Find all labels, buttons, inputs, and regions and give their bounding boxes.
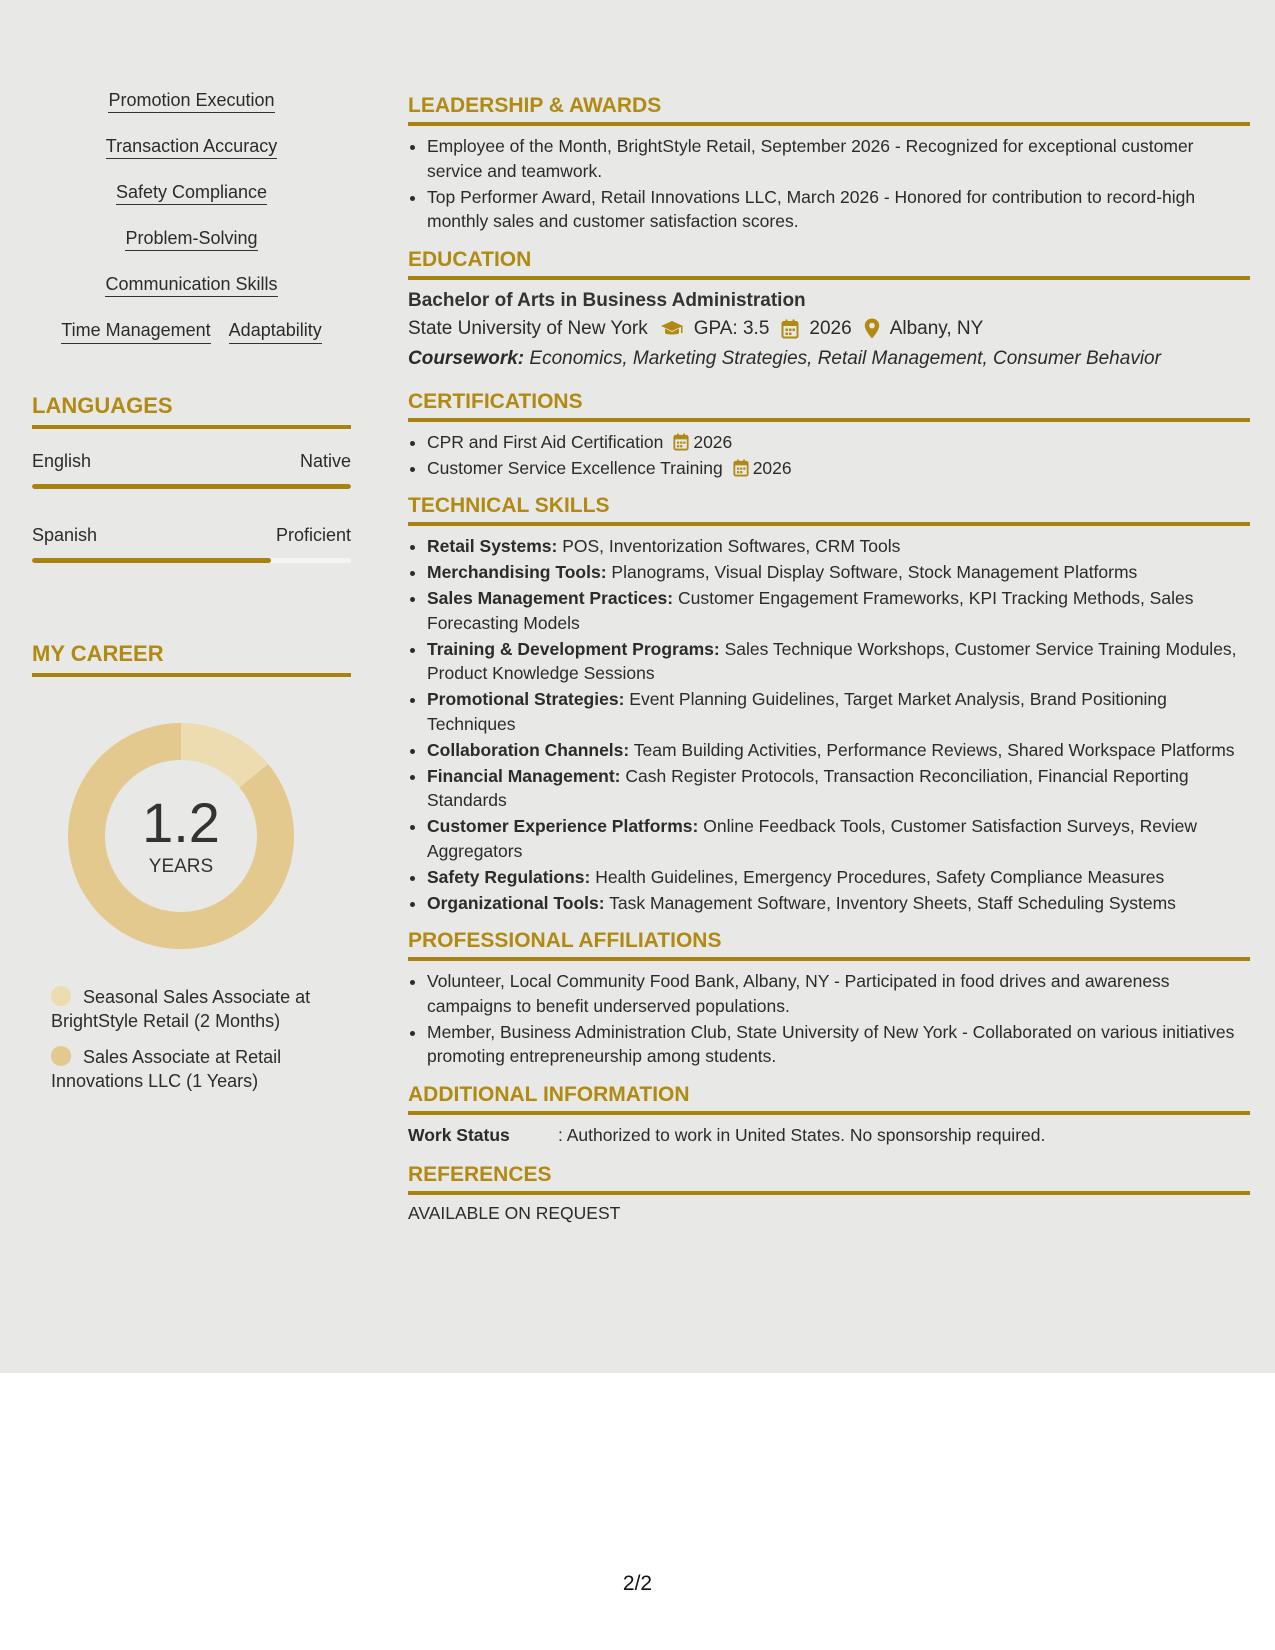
list-item: • Customer Experience Platforms: Online Feedback Tools, Customer Satisfaction Surveys, Review Aggregators (427, 814, 1250, 863)
calendar-icon (781, 319, 799, 339)
career-total-value: 1.2 (142, 791, 220, 854)
language-level: Native (299, 451, 351, 471)
graduation-cap-icon (660, 320, 684, 338)
section-heading: TECHNICAL SKILLS (408, 494, 1250, 526)
leadership-list (408, 134, 1250, 234)
education-coursework (408, 344, 1250, 374)
references-text: AVAILABLE ON REQUEST (408, 1202, 621, 1223)
coursework-text: Economics, Marketing Strategies, Retail Management, Consumer Behavior (529, 347, 1161, 369)
language-bar (32, 484, 351, 489)
career-section (32, 641, 351, 1093)
education-degree: Bachelor of Arts in Business Administration (408, 289, 806, 311)
list-item: • Promotional Strategies: Event Planning Guidelines, Target Market Analysis, Brand Positioning Techniques (427, 687, 1250, 736)
skill-tag: Transaction Accuracy (32, 135, 351, 159)
calendar-icon (673, 433, 689, 451)
language-row (32, 451, 351, 472)
info-value: : Authorized to work in United States. No sponsorship required. (558, 1124, 1046, 1145)
career-donut-chart (66, 721, 296, 951)
list-item: • Employee of the Month, BrightStyle Retail, September 2026 - Recognized for exceptional customer service and teamwork. (427, 134, 1250, 183)
language-name: Spanish (32, 525, 98, 545)
skill-tag: Time Management (61, 319, 210, 344)
coursework-label: Coursework: (408, 347, 525, 369)
list-item: • Sales Management Practices: Customer Engagement Frameworks, KPI Tracking Methods, Sales Forecasting Models (427, 586, 1250, 635)
skill-tag: Promotion Execution (32, 89, 351, 113)
section-heading: EDUCATION (408, 248, 1250, 280)
list-item: • Merchandising Tools: Planograms, Visual Display Software, Stock Management Platforms (427, 560, 1250, 585)
education-year: 2026 (809, 317, 852, 339)
language-name: English (32, 451, 92, 471)
technical-skills-list (408, 534, 1250, 915)
career-total-unit: YEARS (148, 856, 214, 877)
section-heading: LANGUAGES (32, 393, 351, 429)
skill-tag: Safety Compliance (32, 181, 351, 205)
left-column (32, 84, 351, 1105)
additional-info-row (408, 1123, 1250, 1147)
list-item: • Safety Regulations: Health Guidelines, Emergency Procedures, Safety Compliance Measures (427, 865, 1250, 890)
section-heading: PROFESSIONAL AFFILIATIONS (408, 929, 1250, 961)
list-item: • Organizational Tools: Task Management Software, Inventory Sheets, Staff Scheduling Systems (427, 891, 1250, 916)
education-gpa: GPA: 3.5 (693, 317, 770, 339)
certifications-list (408, 430, 1250, 481)
career-legend (32, 985, 351, 1093)
career-legend-item: Sales Associate at Retail Innovations LLC (1 Years) (51, 1047, 282, 1091)
list-item: • Financial Management: Cash Register Protocols, Transaction Reconciliation, Financial Reporting Standards (427, 764, 1250, 813)
section-heading: REFERENCES (408, 1163, 1250, 1195)
affiliations-list (408, 969, 1250, 1069)
legend-dot-icon (51, 986, 71, 1006)
section-heading: CERTIFICATIONS (408, 390, 1250, 422)
info-label: Work Status (408, 1124, 510, 1145)
skill-tag: Problem-Solving (32, 227, 351, 251)
career-legend-item: Seasonal Sales Associate at BrightStyle Retail (2 Months) (51, 987, 311, 1031)
skill-tag: Adaptability (229, 319, 322, 344)
legend-dot-icon (51, 1046, 71, 1066)
section-heading: MY CAREER (32, 641, 351, 677)
list-item: • CPR and First Aid Certification 2026 (427, 430, 1250, 455)
language-bar-fill (32, 484, 351, 489)
education-location: Albany, NY (889, 317, 984, 339)
language-bar-fill (32, 558, 271, 563)
list-item: • Collaboration Channels: Team Building Activities, Performance Reviews, Shared Workspace Platforms (427, 738, 1250, 763)
right-column (408, 94, 1250, 1224)
skills-list (32, 84, 351, 361)
page-number: 2/2 (622, 1572, 653, 1595)
calendar-icon (733, 459, 749, 477)
list-item: • Customer Service Excellence Training 2026 (427, 456, 1250, 481)
language-row (32, 525, 351, 546)
language-bar (32, 558, 351, 563)
languages-section (32, 393, 351, 563)
skill-tag: Communication Skills (32, 273, 351, 297)
list-item: • Top Performer Award, Retail Innovations LLC, March 2026 - Honored for contribution to record-high monthly sales and customer satisfaction scores. (427, 185, 1250, 234)
language-level: Proficient (275, 525, 351, 545)
location-pin-icon (864, 318, 880, 339)
section-heading: ADDITIONAL INFORMATION (408, 1083, 1250, 1115)
education-details (408, 314, 1250, 344)
list-item: • Volunteer, Local Community Food Bank, Albany, NY - Participated in food drives and awareness campaigns to benefit underserved populations. (427, 969, 1250, 1018)
list-item: • Member, Business Administration Club, State University of New York - Collaborated on various initiatives promoting entrepreneurship among students. (427, 1020, 1250, 1069)
list-item: • Retail Systems: POS, Inventorization Softwares, CRM Tools (427, 534, 1250, 559)
list-item: • Training & Development Programs: Sales Technique Workshops, Customer Service Training Modules, Product Knowledge Sessions (427, 637, 1250, 686)
donut-center (66, 721, 296, 951)
education-school: State University of New York (408, 317, 648, 339)
section-heading: LEADERSHIP & AWARDS (408, 94, 1250, 126)
